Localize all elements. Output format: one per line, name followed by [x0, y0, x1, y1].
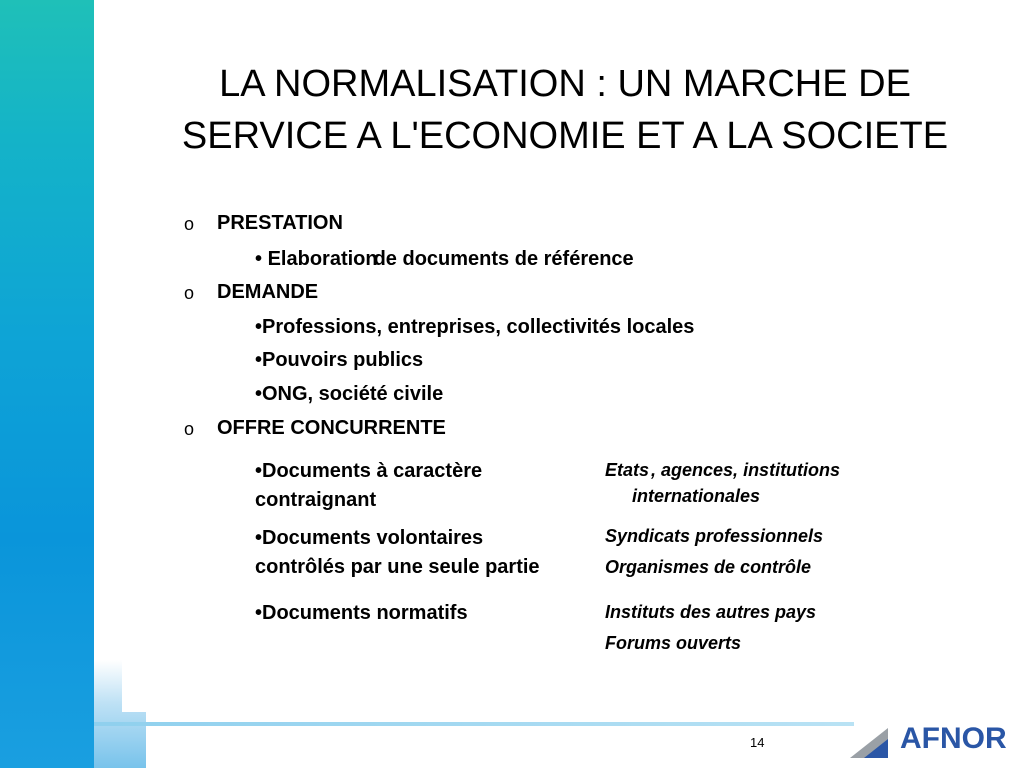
- offre-item-line1: •Documents normatifs: [255, 602, 468, 624]
- left-gradient-band: [0, 0, 94, 768]
- bullet: •: [255, 248, 263, 270]
- section-marker: o: [184, 214, 195, 234]
- afnor-logo-text: AFNOR: [900, 722, 1007, 755]
- section-heading-offre: OFFRE CONCURRENTE: [217, 417, 446, 439]
- slide-title: LA NORMALISATION : UN MARCHE DE SERVICE A L'ECONOMIE ET A LA SOCIETE: [181, 63, 949, 157]
- list-item: •ONG, société civile: [255, 383, 444, 405]
- section-heading-demande: DEMANDE: [217, 281, 319, 303]
- section-marker: o: [184, 419, 195, 439]
- item-text-b: de documents de référence: [373, 248, 634, 270]
- section-heading-prestation: PRESTATION: [217, 212, 343, 234]
- offre-item-line1: •Documents volontaires: [255, 527, 484, 549]
- item-text-a: Elaboration: [267, 248, 378, 270]
- actor-text: Forums ouverts: [605, 633, 742, 653]
- list-item: [255, 248, 634, 271]
- page-number: 14: [750, 735, 765, 750]
- actor-text: Instituts des autres pays: [605, 602, 817, 622]
- actor-text: Syndicats professionnels: [605, 526, 824, 546]
- offre-item-line2: contraignant: [255, 489, 377, 511]
- list-item: •Professions, entreprises, collectivités locales: [255, 316, 695, 338]
- actor-text: Organismes de contrôle: [605, 557, 812, 577]
- actor-text-b: , agences, institutions: [651, 460, 841, 480]
- actor-text-a: Etats: [605, 460, 650, 480]
- actor-text-line2: internationales: [632, 486, 761, 506]
- section-marker: o: [184, 283, 195, 303]
- band-fade-notch: [122, 660, 146, 712]
- footer-divider: [94, 722, 854, 726]
- offre-item-line1: •Documents à caractère: [255, 460, 483, 482]
- offre-item-line2: contrôlés par une seule partie: [255, 556, 540, 578]
- list-item: •Pouvoirs publics: [255, 349, 424, 371]
- actor-text: [605, 460, 840, 481]
